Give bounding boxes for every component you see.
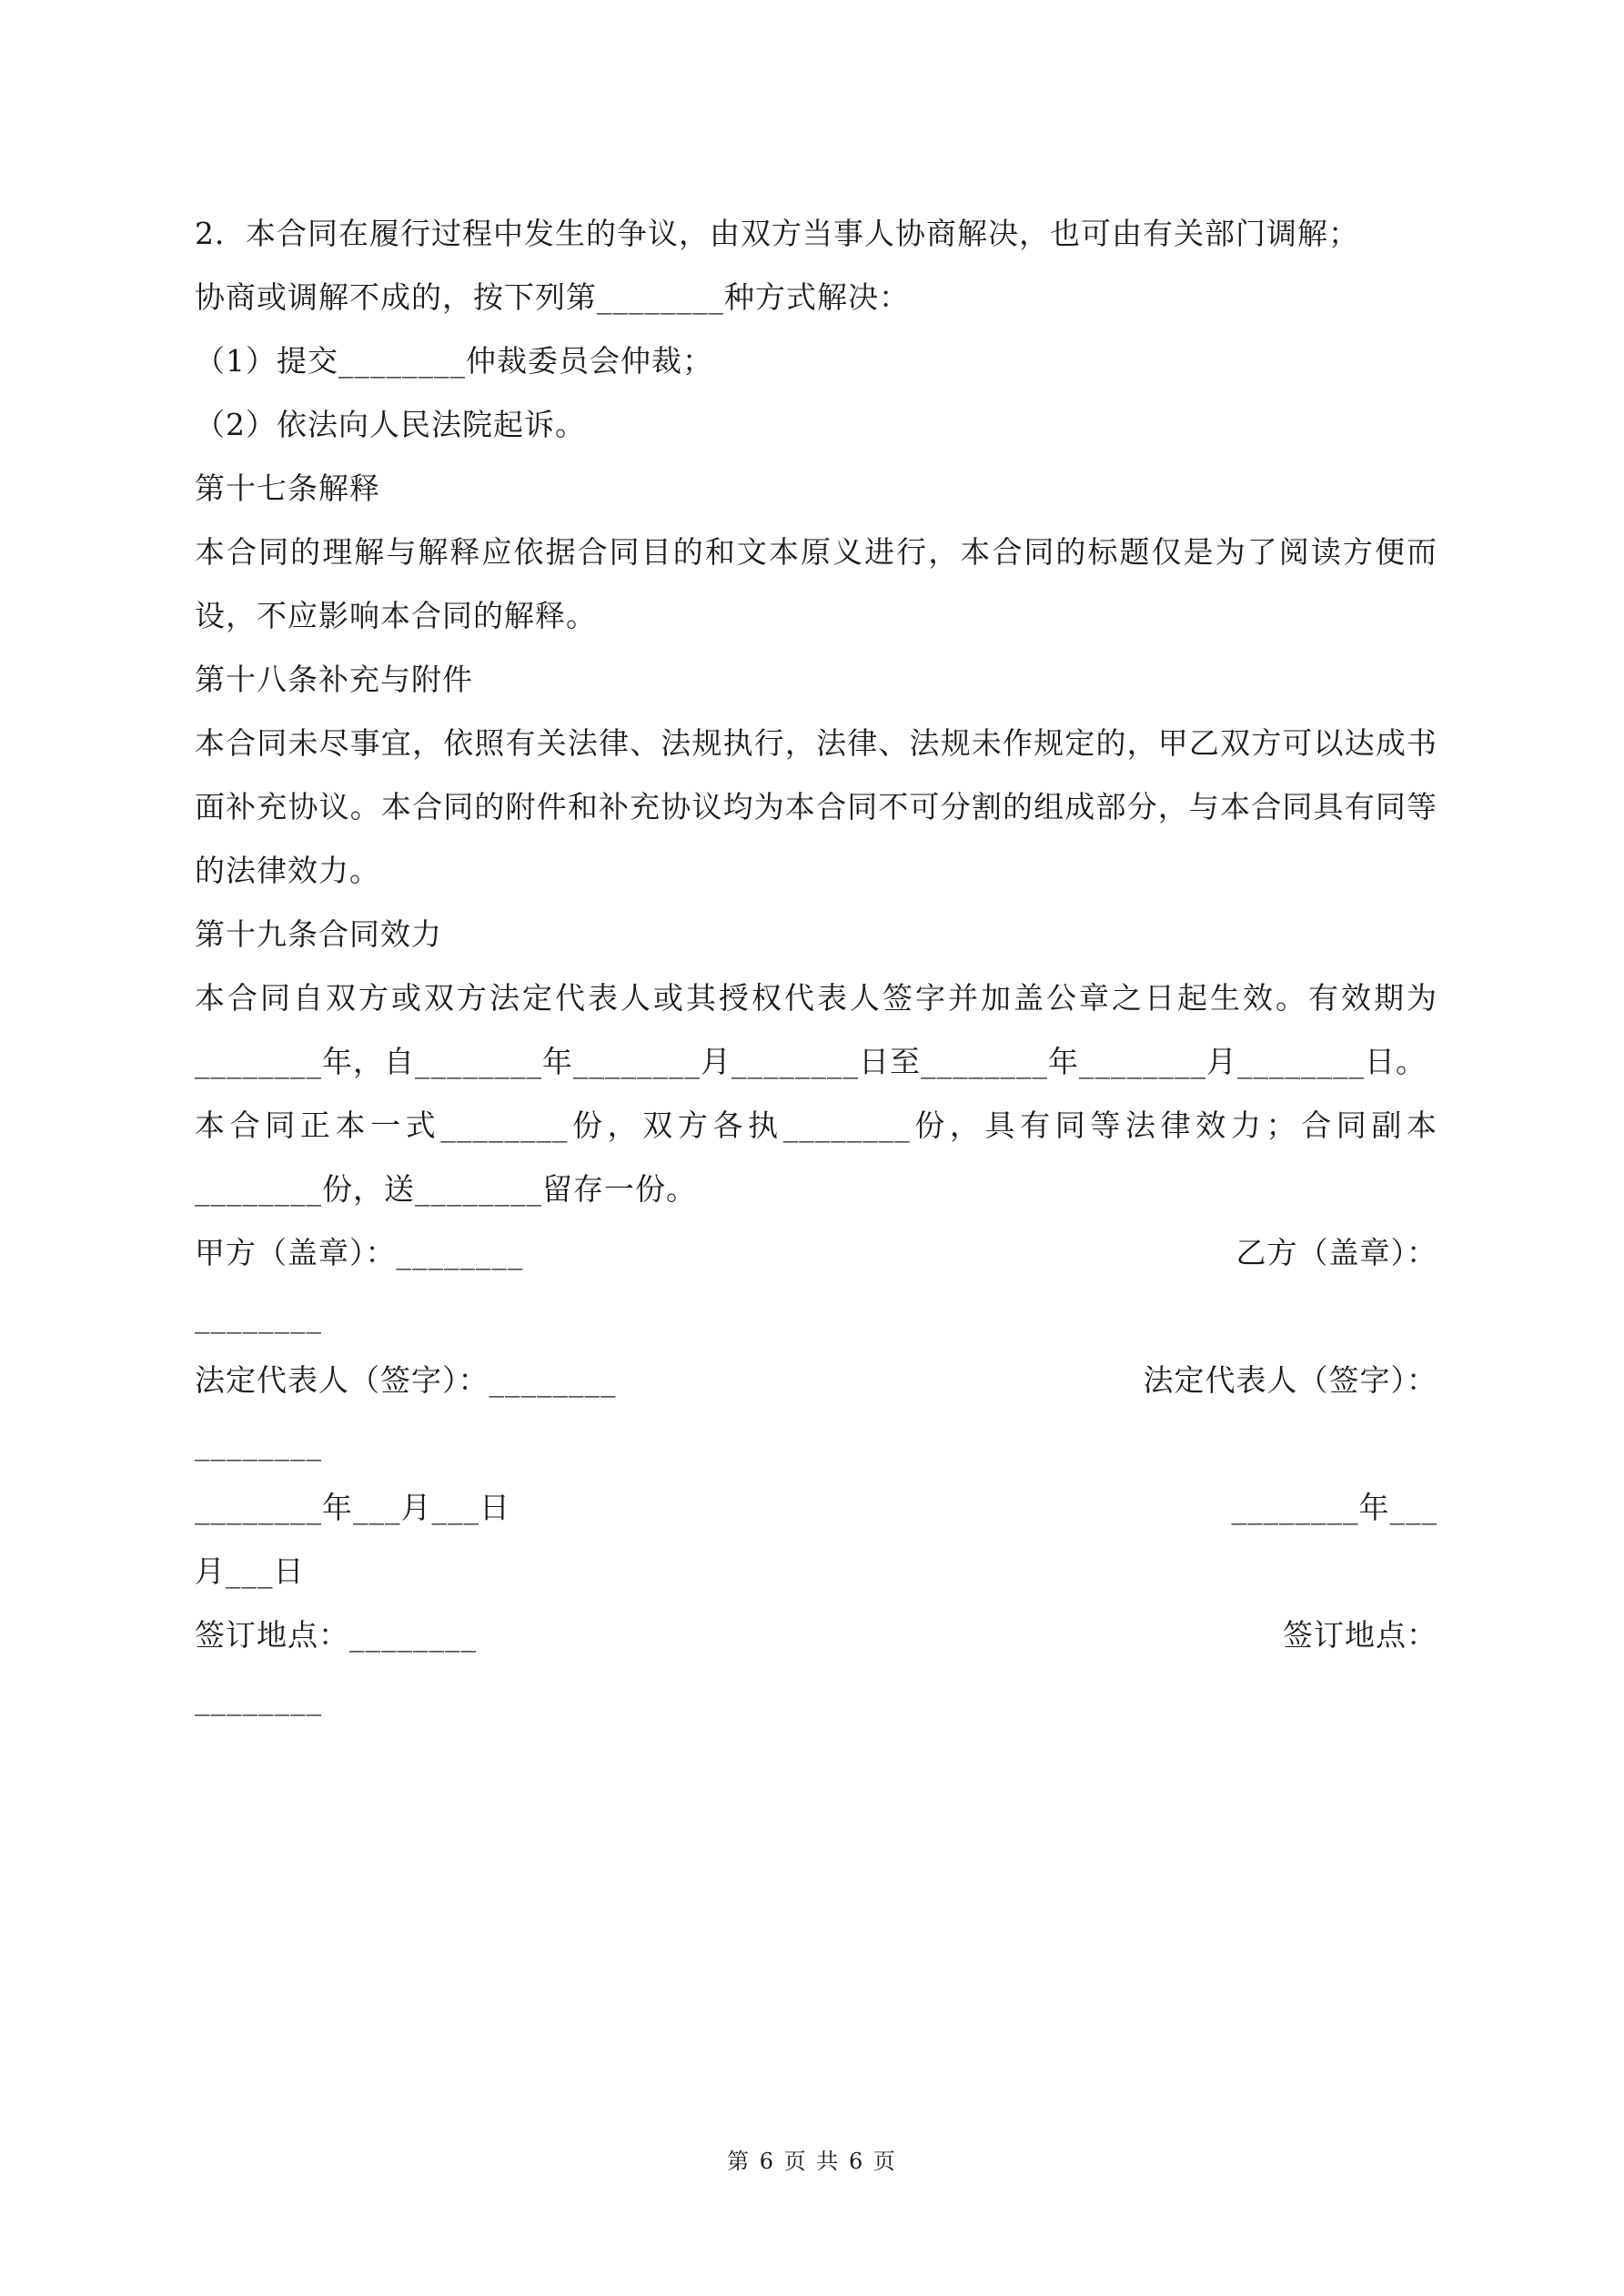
- article-19-copies-text: 本合同正本一式________份，双方各执________份，具有同等法律效力；合同副本________份，送________留存一份。: [195, 1108, 1437, 1207]
- party-b-date: ________年___: [1231, 1490, 1437, 1525]
- arbitration-option: （1）提交________仲裁委员会仲裁；: [195, 343, 713, 379]
- party-b-seal: 乙方（盖章）：: [1236, 1235, 1437, 1270]
- dispute-clause-line-1: 2．本合同在履行过程中发生的争议，由双方当事人协商解决，也可由有关部门调解；: [195, 216, 1359, 251]
- party-a-representative: 法定代表人（签字）：________: [195, 1362, 617, 1398]
- party-seal-row: [195, 1221, 1437, 1285]
- article-17-heading: 第十七条解释: [195, 470, 380, 506]
- dispute-clause-line-2: 协商或调解不成的，按下列第________种方式解决：: [195, 279, 910, 315]
- litigation-option: （2）依法向人民法院起诉。: [195, 407, 586, 442]
- article-18-heading: 第十八条补充与附件: [195, 662, 473, 697]
- party-b-representative-blank: ________: [195, 1426, 322, 1462]
- article-19-heading: 第十九条合同效力: [195, 916, 442, 952]
- contract-body: [195, 202, 1437, 1731]
- party-b-signing-place-blank: ________: [195, 1681, 322, 1716]
- signing-place-row: [195, 1603, 1437, 1667]
- article-19-validity-text: 本合同自双方或双方法定代表人或其授权代表人签字并加盖公章之日起生效。有效期为________年，自________年________月________日至________年________月________日。: [195, 980, 1437, 1079]
- party-b-representative: 法定代表人（签字）：: [1143, 1362, 1437, 1398]
- article-18-text: 本合同未尽事宜，依照有关法律、法规执行，法律、法规未作规定的，甲乙双方可以达成书面补充协议。本合同的附件和补充协议均为本合同不可分割的组成部分，与本合同具有同等的法律效力。: [195, 725, 1437, 888]
- party-a-signing-place: 签订地点：________: [195, 1617, 477, 1653]
- page-number: 第 6 页 共 6 页: [727, 2149, 897, 2174]
- party-a-date: ________年___月___日: [195, 1490, 510, 1525]
- representative-row: [195, 1349, 1437, 1412]
- article-17-text: 本合同的理解与解释应依据合同目的和文本原义进行，本合同的标题仅是为了阅读方便而设，不应影响本合同的解释。: [195, 534, 1437, 633]
- party-a-seal: 甲方（盖章）：________: [195, 1235, 524, 1270]
- party-b-date-continued: 月___日: [195, 1553, 305, 1589]
- party-b-signing-place: 签订地点：: [1283, 1617, 1437, 1653]
- party-b-seal-blank: ________: [195, 1299, 322, 1334]
- date-row: [195, 1476, 1437, 1540]
